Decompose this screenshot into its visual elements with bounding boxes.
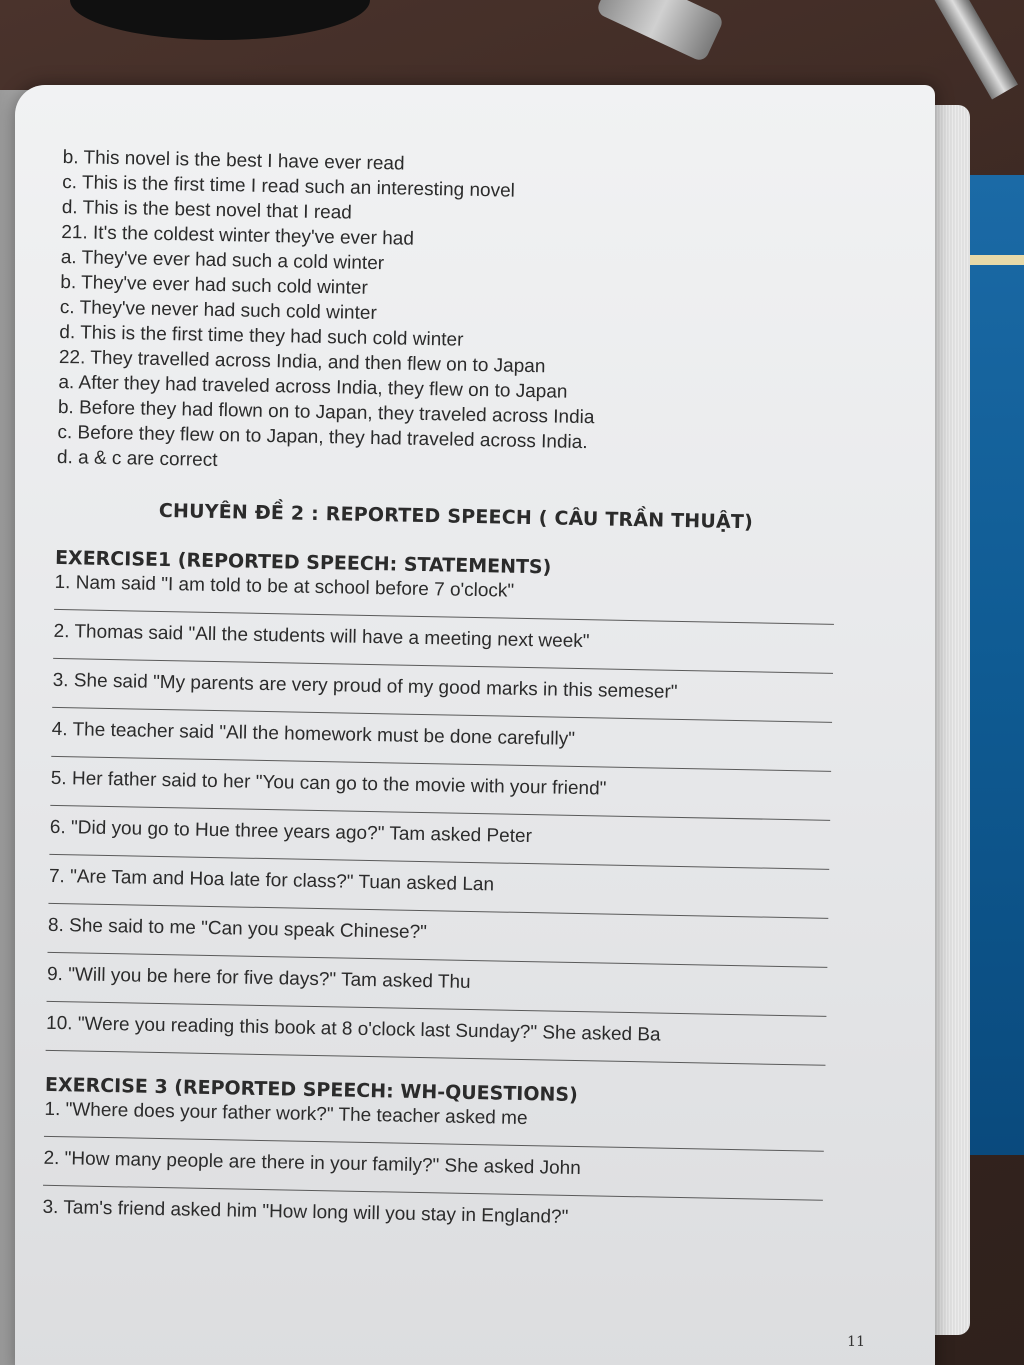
exercise-item: 5. Her father said to her "You can go to the movie with your friend" — [50, 767, 607, 800]
exercise-item: 4. The teacher said "All the homework must be done carefully" — [51, 718, 576, 750]
top-options-list — [57, 145, 863, 485]
option-line: b. Before they had flown on to Japan, they traveled across India — [57, 396, 595, 429]
exercise-item: 6. "Did you go to Hue three years ago?" Tam asked Peter — [49, 816, 533, 848]
exercise1-section — [46, 546, 856, 1066]
option-line: d. a & c are correct — [56, 446, 218, 472]
metal-object — [595, 0, 725, 63]
exercise-item: 9. "Will you be here for five days?" Tam asked Thu — [46, 963, 471, 993]
option-line: b. They've ever had such cold winter — [60, 271, 368, 299]
option-line: c. This is the first time I read such an interesting novel — [62, 171, 516, 202]
option-line: c. They've never had such cold winter — [59, 296, 377, 325]
question-line: 21. It's the coldest winter they've ever had — [61, 221, 415, 250]
exercise-item: 1. "Where does your father work?" The teacher asked me — [44, 1098, 528, 1130]
exercise-item: 2. "How many people are there in your family?" She asked John — [43, 1147, 581, 1180]
exercise-item: 10. "Were you reading this book at 8 o'clock last Sunday?" She asked Ba — [45, 1012, 661, 1046]
exercise-item: 8. She said to me "Can you speak Chinese?" — [47, 914, 428, 944]
exercise-item: 3. Tam's friend asked him "How long will you stay in England?" — [42, 1196, 569, 1228]
dark-object — [70, 0, 370, 40]
option-line: a. They've ever had such a cold winter — [60, 246, 385, 275]
exercise3-title: EXERCISE 3 (REPORTED SPEECH: WH-QUESTIONS) — [44, 1073, 578, 1107]
option-line: b. This novel is the best I have ever read — [62, 146, 405, 175]
exercise-item: 7. "Are Tam and Hoa late for class?" Tuan asked Lan — [48, 865, 495, 896]
topic-heading: CHUYÊN ĐỀ 2 : REPORTED SPEECH ( CÂU TRẦN THUẬT) — [158, 499, 754, 534]
option-line: a. After they had traveled across India, they flew on to Japan — [58, 371, 568, 403]
exercise1-title: EXERCISE1 (REPORTED SPEECH: STATEMENTS) — [54, 546, 552, 579]
exercise-item: 3. She said "My parents are very proud of my good marks in this semeser" — [52, 669, 678, 703]
option-line: c. Before they flew on to Japan, they had traveled across India. — [57, 421, 588, 454]
question-line: 22. They travelled across India, and then flew on to Japan — [58, 346, 546, 378]
book-page — [15, 85, 935, 1365]
exercise-item: 2. Thomas said "All the students will have a meeting next week" — [53, 620, 590, 653]
answer-line — [46, 1050, 826, 1066]
option-line: d. This is the first time they had such cold winter — [59, 321, 464, 351]
page-content — [42, 145, 862, 1235]
exercise3-section — [42, 1073, 845, 1235]
option-line: d. This is the best novel that I read — [61, 196, 353, 224]
page-number: 11 — [847, 1334, 865, 1350]
pen — [932, 0, 1018, 99]
exercise-item: 1. Nam said "I am told to be at school before 7 o'clock" — [54, 571, 515, 602]
